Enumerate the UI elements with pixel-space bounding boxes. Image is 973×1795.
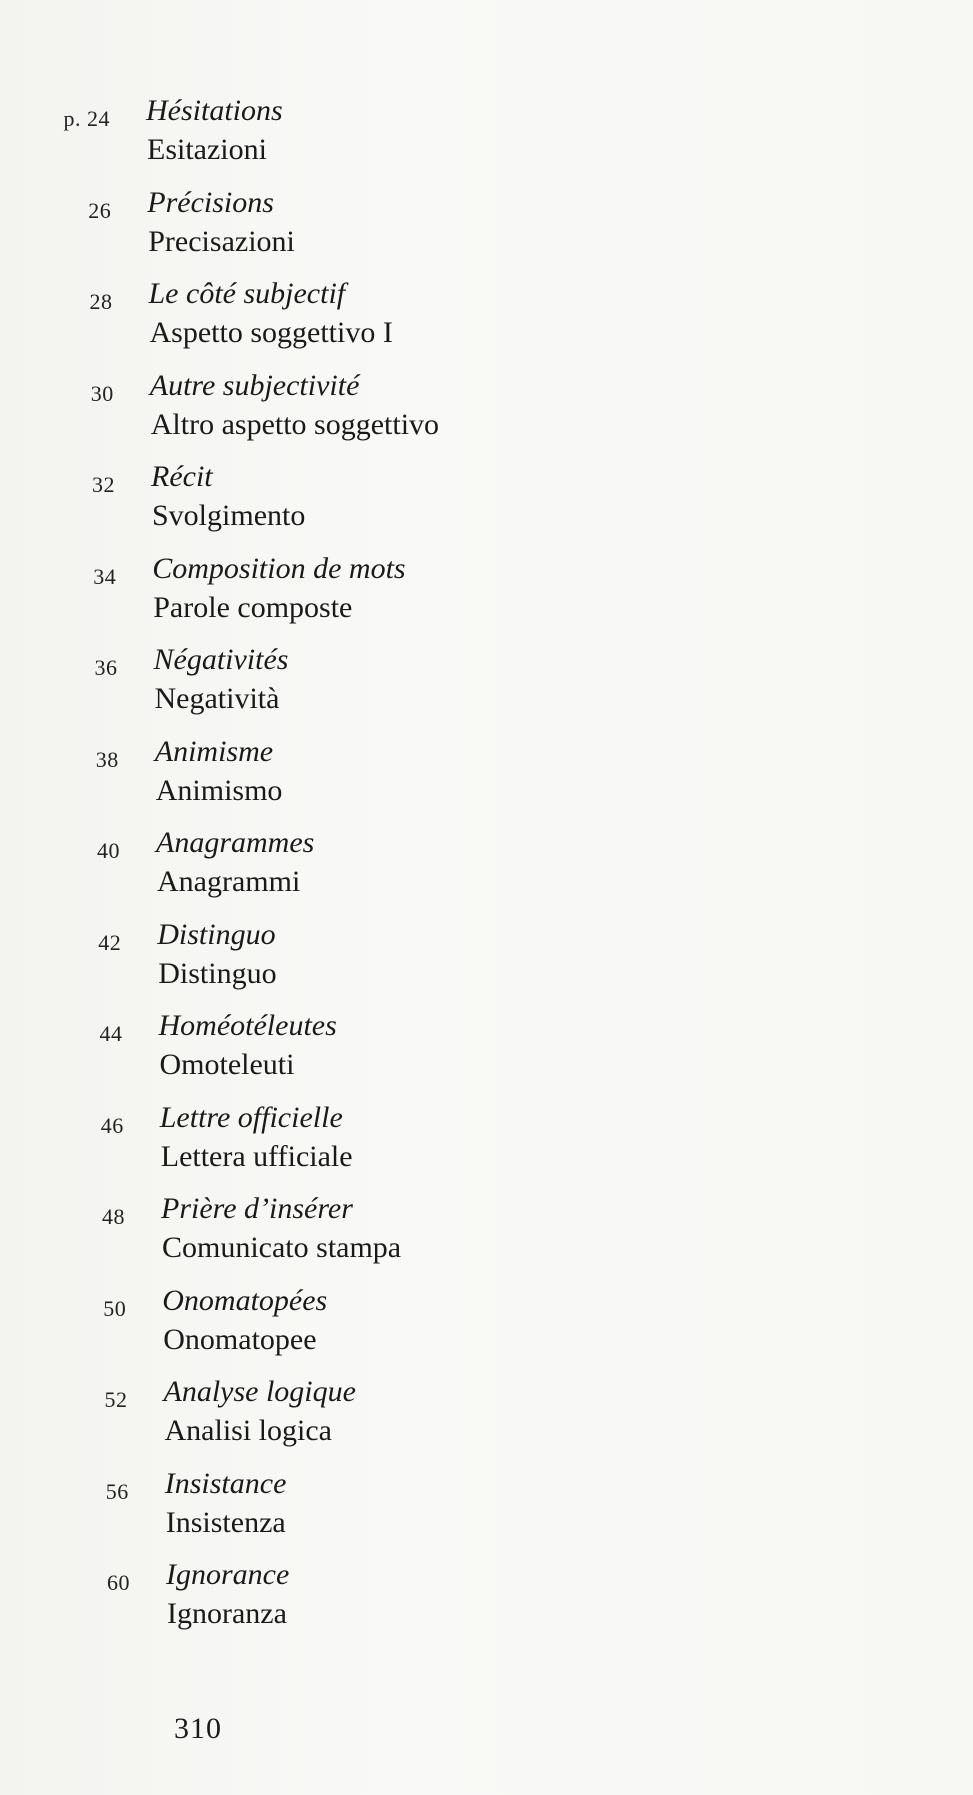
toc-italian-title: Animismo bbox=[155, 773, 283, 807]
toc-entry bbox=[0, 1552, 700, 1644]
toc-page-number: 56 bbox=[105, 1478, 129, 1504]
toc-entry bbox=[0, 1003, 700, 1095]
toc-entry bbox=[0, 912, 700, 1004]
toc-entry bbox=[0, 180, 700, 272]
toc-italian-title: Negatività bbox=[154, 682, 280, 715]
toc-page-number: 44 bbox=[99, 1021, 123, 1046]
toc-french-title: Négativités bbox=[153, 643, 289, 676]
toc-italian-title: Lettera ufficiale bbox=[160, 1139, 353, 1173]
toc-french-title: Précisions bbox=[147, 185, 274, 219]
toc-entry bbox=[0, 729, 700, 821]
toc-french-title: Lettre officielle bbox=[159, 1100, 343, 1134]
toc-french-title: Insistance bbox=[164, 1466, 287, 1500]
toc-italian-title: Esitazioni bbox=[147, 133, 267, 166]
toc-french-title: Le côté subjectif bbox=[148, 277, 346, 310]
toc-page-number: 36 bbox=[94, 655, 118, 680]
toc-entry bbox=[0, 637, 700, 729]
toc-entry bbox=[0, 546, 700, 638]
toc-entry bbox=[0, 271, 700, 363]
toc-page-number: 40 bbox=[97, 838, 120, 863]
toc-entry bbox=[0, 88, 700, 180]
toc-french-title: Anagrammes bbox=[156, 826, 315, 859]
toc-french-title: Animisme bbox=[154, 734, 274, 768]
toc-french-title: Homéotéleutes bbox=[158, 1009, 337, 1042]
toc-french-title: Autre subjectivité bbox=[149, 368, 360, 402]
toc-french-title: Hésitations bbox=[146, 94, 283, 127]
toc-italian-title: Anagrammi bbox=[157, 865, 301, 898]
toc-page-number: 38 bbox=[95, 746, 119, 772]
toc-italian-title: Comunicato stampa bbox=[162, 1231, 402, 1264]
toc-italian-title: Omoteleuti bbox=[159, 1048, 295, 1081]
toc-page-number: p. 24 bbox=[63, 106, 110, 131]
toc-entry bbox=[0, 454, 700, 546]
toc-french-title: Récit bbox=[151, 460, 213, 493]
table-of-contents bbox=[0, 88, 700, 1644]
toc-italian-title: Aspetto soggettivo I bbox=[149, 316, 393, 349]
toc-entry bbox=[0, 1278, 700, 1370]
toc-italian-title: Distinguo bbox=[158, 956, 277, 990]
toc-entry bbox=[0, 1186, 700, 1278]
toc-french-title: Ignorance bbox=[166, 1558, 290, 1591]
toc-italian-title: Precisazioni bbox=[148, 224, 295, 258]
toc-page-number: 30 bbox=[90, 380, 114, 406]
toc-page-number: 50 bbox=[103, 1295, 127, 1321]
toc-italian-title: Insistenza bbox=[165, 1505, 286, 1539]
toc-italian-title: Svolgimento bbox=[152, 499, 306, 532]
toc-page-number: 32 bbox=[92, 472, 115, 497]
toc-italian-title: Onomatopee bbox=[163, 1322, 317, 1356]
toc-french-title: Onomatopées bbox=[162, 1283, 328, 1317]
toc-italian-title: Parole composte bbox=[153, 590, 353, 624]
toc-french-title: Composition de mots bbox=[152, 551, 406, 585]
toc-italian-title: Altro aspetto soggettivo bbox=[150, 407, 440, 441]
toc-entry bbox=[0, 820, 700, 912]
toc-page-number: 48 bbox=[102, 1204, 125, 1229]
toc-french-title: Distinguo bbox=[157, 917, 276, 951]
toc-page-number: 42 bbox=[98, 929, 122, 955]
page-folio: 310 bbox=[174, 1712, 222, 1745]
toc-italian-title: Analisi logica bbox=[164, 1414, 332, 1447]
toc-page-number: 34 bbox=[93, 563, 117, 589]
toc-page-number: 46 bbox=[100, 1112, 124, 1138]
toc-entry bbox=[0, 1095, 700, 1187]
toc-entry bbox=[0, 363, 700, 455]
toc-french-title: Prière d’insérer bbox=[161, 1192, 353, 1225]
toc-entry bbox=[0, 1461, 700, 1553]
toc-page-number: 52 bbox=[104, 1387, 128, 1412]
toc-french-title: Analyse logique bbox=[163, 1375, 356, 1408]
toc-page-number: 26 bbox=[88, 197, 112, 223]
toc-page-number: 28 bbox=[89, 289, 113, 314]
toc-italian-title: Ignoranza bbox=[167, 1597, 287, 1630]
toc-entry bbox=[0, 1369, 700, 1461]
toc-page-number: 60 bbox=[107, 1570, 130, 1595]
